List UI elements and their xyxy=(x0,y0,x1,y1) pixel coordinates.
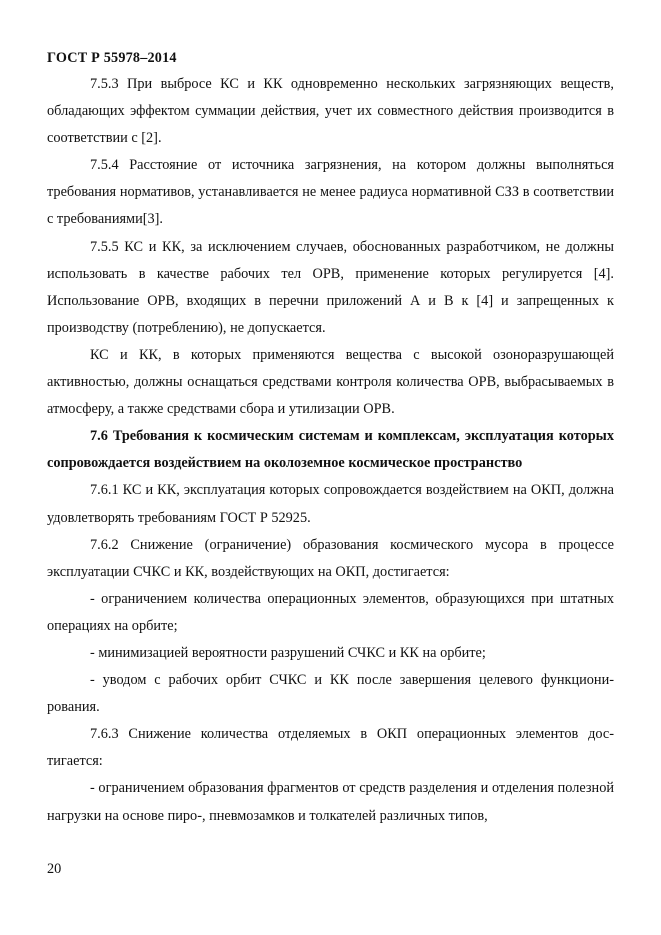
paragraph-7-5-4: 7.5.4 Расстояние от источника загрязнения, на котором должны выполняться требования нормативов, устанавливается не менее радиуса нормативной СЗЗ в соответствии с требованиями[3]. xyxy=(47,157,614,228)
document-body xyxy=(47,71,614,830)
paragraph-ozone-control: КС и КК, в которых применяются вещества с высокой озоноразрушающей активностью, должны оснащаться средствами контроля количества ОРВ, выбрасываемых в атмосферу, а также средствами сбора и утилизации ОРВ. xyxy=(47,346,614,418)
paragraph-7-6-3: 7.6.3 Снижение количества отделяемых в ОКП операционных элементов достигается: xyxy=(47,726,614,770)
list-item: - ограничением образования фрагментов от средств разделения и отделения полезной нагрузки на основе пиро-, пневмозамков и толкателей различных типов, xyxy=(47,780,614,824)
list-item: - уводом с рабочих орбит СЧКС и КК после завершения целевого функционирования. xyxy=(47,672,614,716)
list-item: - ограничением количества операционных элементов, образующихся при штатных операциях на орбите; xyxy=(47,590,614,634)
paragraph-7-6-2: 7.6.2 Снижение (ограничение) образования космического мусора в процессе эксплуатации СЧКС и КК, воздействующих на ОКП, достигается: xyxy=(47,536,614,580)
paragraph-7-6-1: 7.6.1 КС и КК, эксплуатация которых сопровождается воздействием на ОКП, должна удовлетворять требованиям ГОСТ Р 52925. xyxy=(47,482,614,526)
list-item: - минимизацией вероятности разрушений СЧКС и КК на орбите; xyxy=(90,644,486,661)
page-number: 20 xyxy=(47,861,62,877)
document-header: ГОСТ Р 55978–2014 xyxy=(47,50,177,66)
section-heading-7-6: 7.6 Требования к космическим системам и комплексам, эксплуатация которых сопровождается воздействием на околоземное космическое пространство xyxy=(47,428,614,472)
paragraph-7-5-5: 7.5.5 КС и КК, за исключением случаев, обоснованных разработчиком, не должны использовать в качестве рабочих тел ОРВ, применение которых регулируется [4]. Использование ОРВ, входящих в перечни приложений А и В к [4] и запрещенных к производству (потреблению), не допускается. xyxy=(47,238,614,336)
paragraph-7-5-3: 7.5.3 При выбросе КС и КК одновременно нескольких загрязняющих веществ, обладающих эффектом суммации действия, учет их совместного действия производится в соответствии с [2]. xyxy=(47,76,614,147)
